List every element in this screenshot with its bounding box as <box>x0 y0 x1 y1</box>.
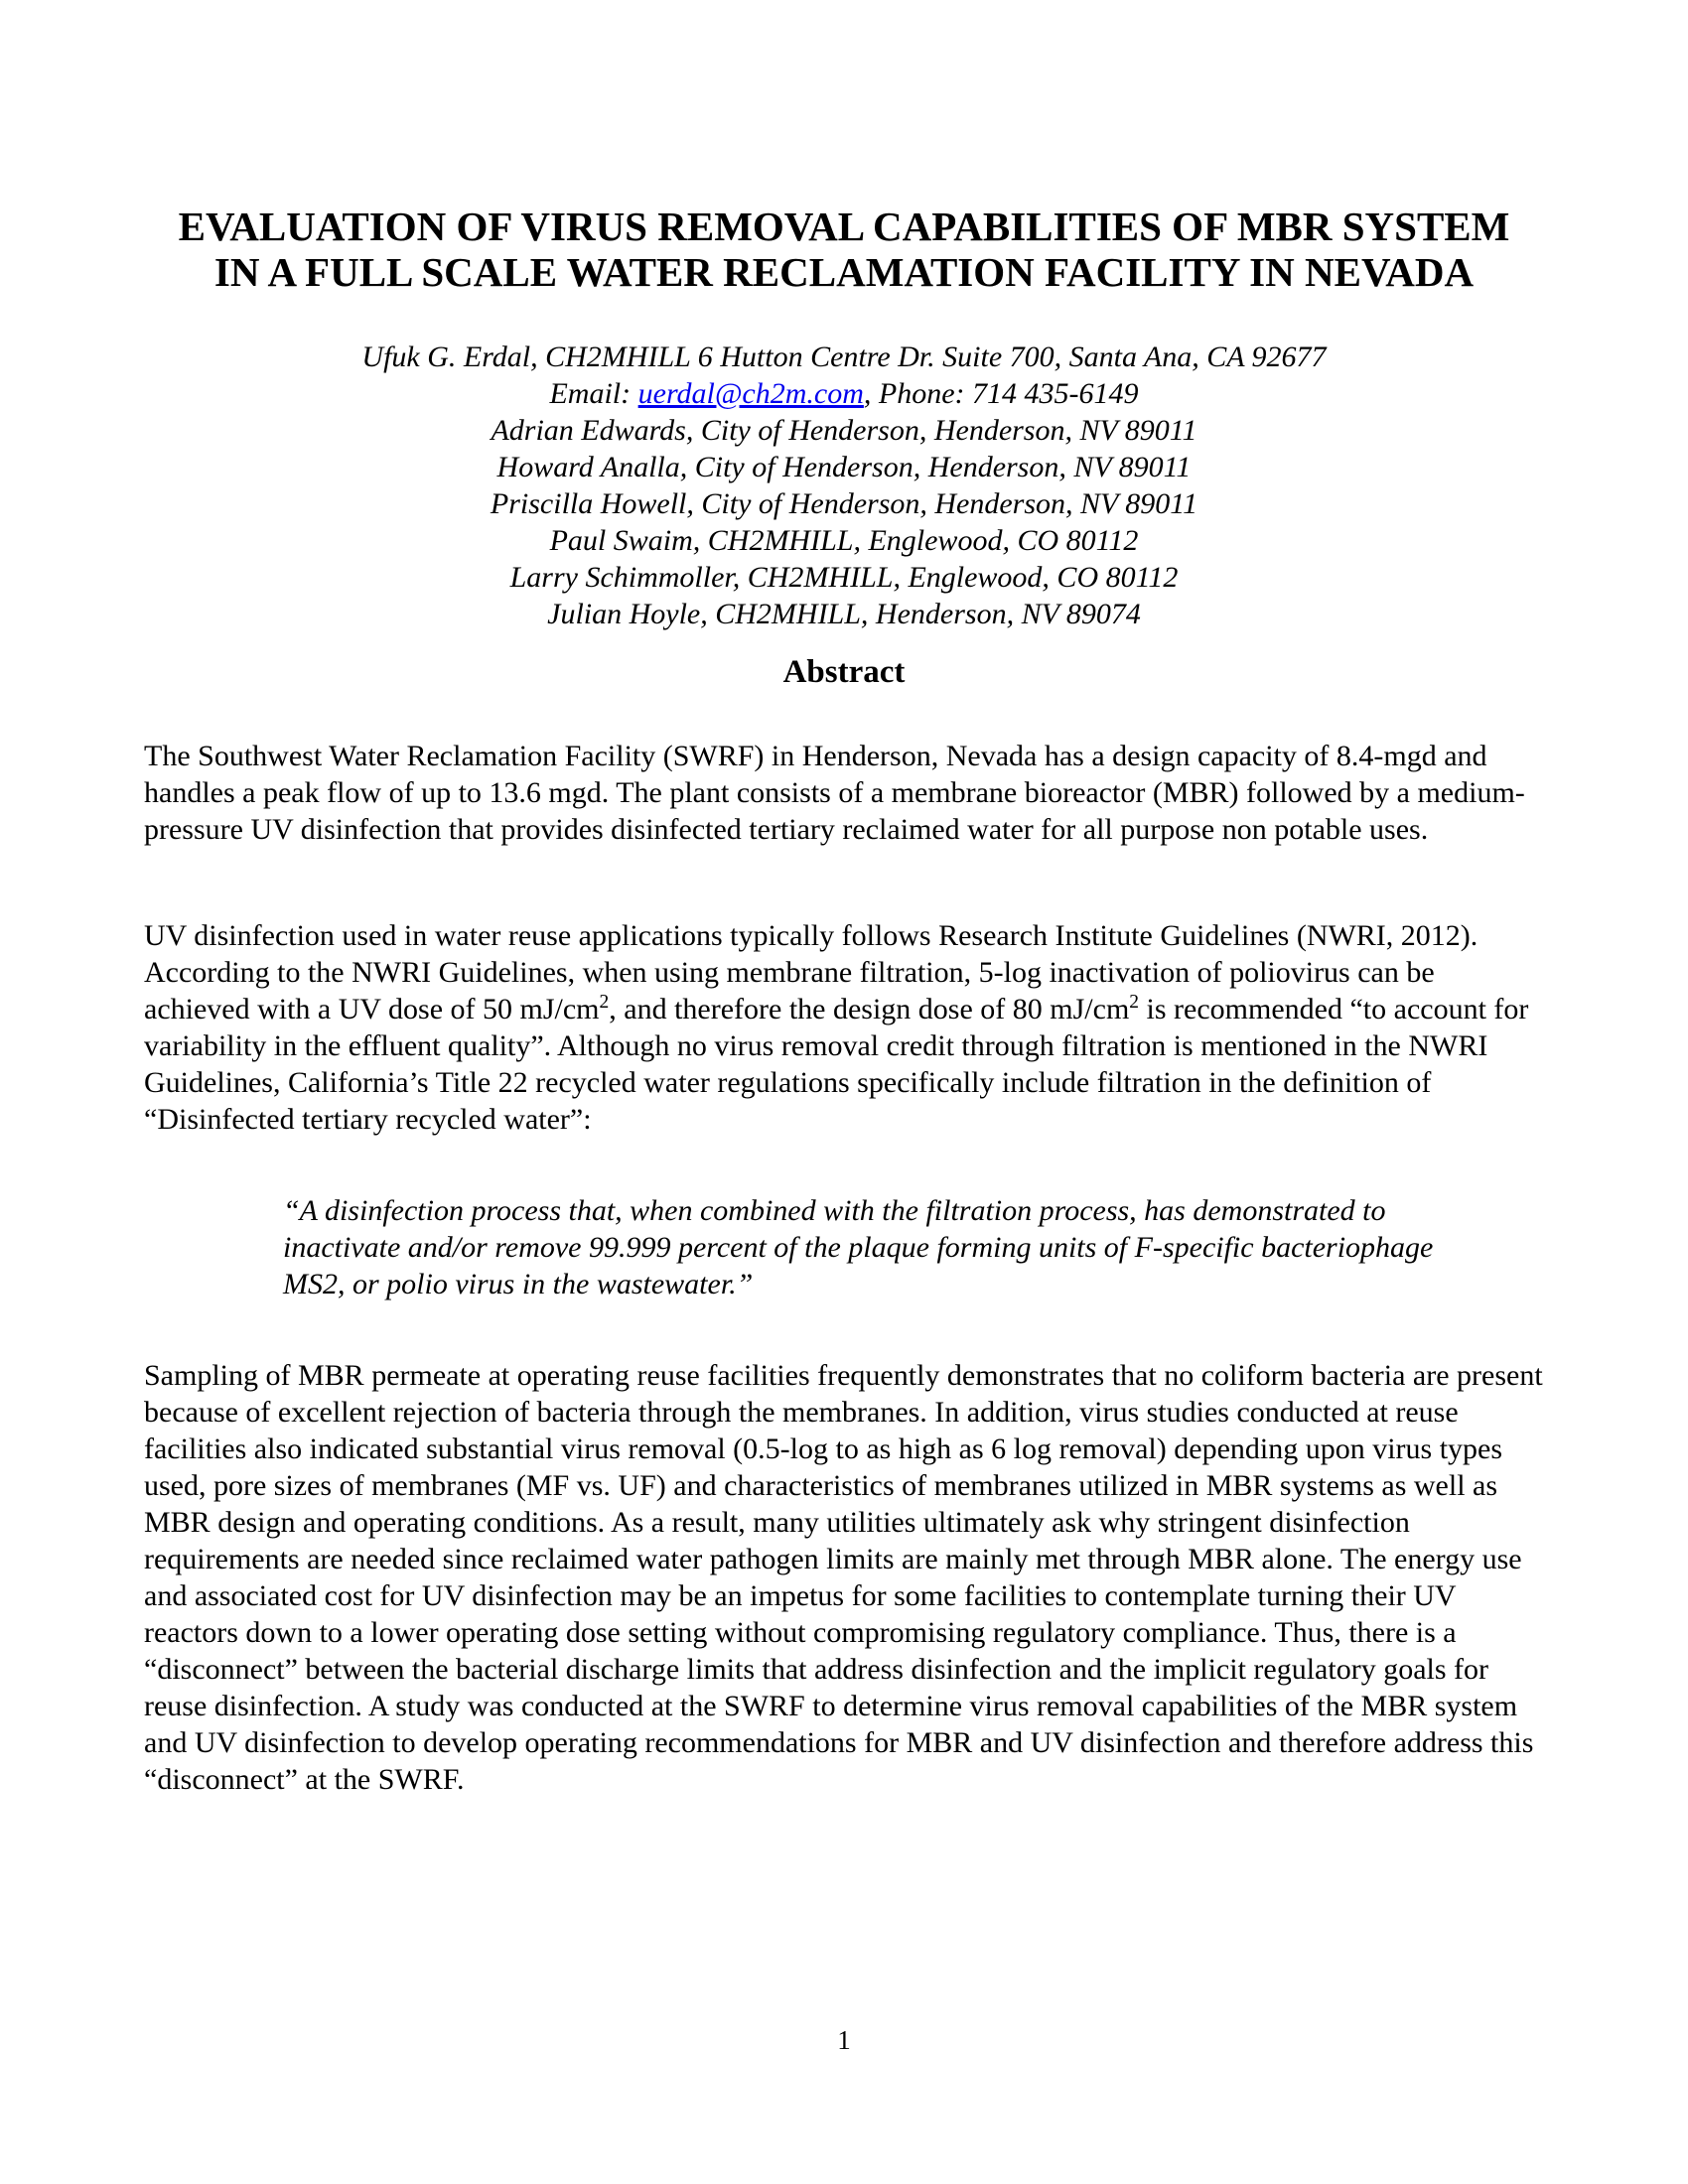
author-line-erdal: Ufuk G. Erdal, CH2MHILL 6 Hutton Centre Dr. Suite 700, Santa Ana, CA 92677 <box>361 341 1327 373</box>
regulation-quote: “A disinfection process that, when combined with the filtration process, has demonstrated to inactivate and/or remove 99.999 percent of the plaque forming units of F-specific bacteriophage MS2, or polio virus in the wastewater.” <box>283 1194 1434 1300</box>
email-label: Email: <box>549 377 638 410</box>
author-block <box>144 339 1544 632</box>
author-line-howell: Priscilla Howell, City of Henderson, Henderson, NV 89011 <box>490 487 1198 520</box>
paper-title <box>144 204 1544 295</box>
paragraph-2-segment-3: is recommended “to account for variability in the effluent quality”. Although no virus removal credit through filtration is mentioned in the NWRI Guidelines, California’s Title 22 recycled water regulations specifically include filtration in the definition of “Disinfected tertiary recycled water”: <box>144 993 1529 1136</box>
author-line-hoyle: Julian Hoyle, CH2MHILL, Henderson, NV 89074 <box>547 598 1141 630</box>
page-number: 1 <box>837 2025 851 2055</box>
abstract-paragraph-2 <box>144 917 1544 1138</box>
paper-title-line-1: EVALUATION OF VIRUS REMOVAL CAPABILITIES OF MBR SYSTEM <box>178 204 1510 249</box>
email-link[interactable]: uerdal@ch2m.com <box>637 377 864 410</box>
author-line-analla: Howard Analla, City of Henderson, Henderson, NV 89011 <box>496 451 1192 483</box>
abstract-heading: Abstract <box>782 654 906 690</box>
author-line-schimmoller: Larry Schimmoller, CH2MHILL, Englewood, CO 80112 <box>509 561 1179 594</box>
author-email-line <box>144 375 1544 412</box>
superscript-2: 2 <box>1129 992 1140 1013</box>
phone-text: , Phone: 714 435-6149 <box>863 377 1139 410</box>
author-line-edwards: Adrian Edwards, City of Henderson, Henderson, NV 89011 <box>491 414 1197 447</box>
author-line-swaim: Paul Swaim, CH2MHILL, Englewood, CO 80112 <box>549 524 1139 557</box>
paper-title-line-2: IN A FULL SCALE WATER RECLAMATION FACILITY IN NEVADA <box>213 249 1475 295</box>
abstract-paragraph-3: Sampling of MBR permeate at operating reuse facilities frequently demonstrates that no coliform bacteria are present because of excellent rejection of bacteria through the membranes. In addition, virus studies conducted at reuse facilities also indicated substantial virus removal (0.5-log to as high as 6 log removal) depending upon virus types used, pore sizes of membranes (MF vs. UF) and characteristics of membranes utilized in MBR systems as well as MBR design and operating conditions. As a result, many utilities ultimately ask why stringent disinfection requirements are needed since reclaimed water pathogen limits are mainly met through MBR alone. The energy use and associated cost for UV disinfection may be an impetus for some facilities to contemplate turning their UV reactors down to a lower operating dose setting without compromising regulatory compliance. Thus, there is a “disconnect” between the bacterial discharge limits that address disinfection and the implicit regulatory goals for reuse disinfection. A study was conducted at the SWRF to determine virus removal capabilities of the MBR system and UV disinfection to develop operating recommendations for MBR and UV disinfection and therefore address this “disconnect” at the SWRF. <box>144 1359 1543 1796</box>
paragraph-2-segment-1: UV disinfection used in water reuse applications typically follows Research Institute Guidelines (NWRI, 2012). According to the NWRI Guidelines, when using membrane filtration, 5-log inactivation of poliovirus can be achieved with a UV dose of 50 mJ/cm <box>144 919 1478 1025</box>
abstract-paragraph-1: The Southwest Water Reclamation Facility (SWRF) in Henderson, Nevada has a design capacity of 8.4-mgd and handles a peak flow of up to 13.6 mgd. The plant consists of a membrane bioreactor (MBR) followed by a medium-pressure UV disinfection that provides disinfected tertiary reclaimed water for all purpose non potable uses. <box>144 740 1525 846</box>
paragraph-2-segment-2: , and therefore the design dose of 80 mJ/cm <box>609 993 1130 1025</box>
superscript-2: 2 <box>599 992 610 1013</box>
